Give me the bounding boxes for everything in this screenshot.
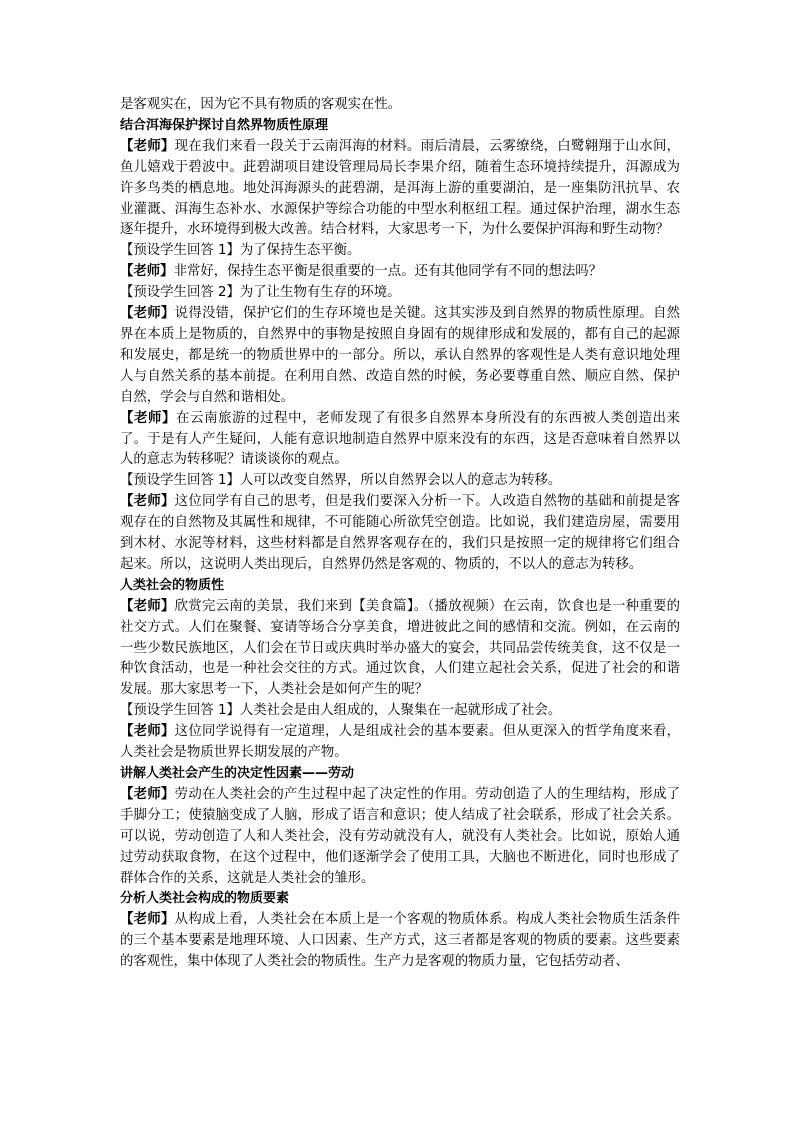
- speaker-label: 【预设学生回答 2】: [120, 285, 240, 301]
- speaker-label: 【预设学生回答 1】: [120, 703, 240, 719]
- speaker-label: 【老师】: [120, 306, 175, 322]
- dialogue-text: 在云南旅游的过程中，老师发现了有很多自然界本身所没有的东西被人类创造出来了。于是有人产生疑问，人能有意识地制造自然界中原来没有的东西，这是否意味着自然界以人的意志为转移呢？请谈谈你的观点。: [120, 410, 680, 468]
- dialogue-student: [120, 283, 680, 304]
- speaker-label: 【老师】: [120, 138, 175, 154]
- dialogue-text: 这位同学说得有一定道理，人是组成社会的基本要素。但从更深入的哲学角度来看，人类社会是物质世界长期发展的产物。: [120, 724, 681, 761]
- dialogue-teacher: [120, 409, 680, 472]
- section-heading-labor: 讲解人类社会产生的决定性因素——劳动: [120, 766, 355, 781]
- speaker-label: 【老师】: [120, 786, 175, 802]
- dialogue-text: 说得没错，保护它们的生存环境也是关键。这其实涉及到自然界的物质性原理。自然界在本质上是物质的，自然界中的事物是按照自身固有的规律形成和发展的，都有自己的起源和发展史，都是统一的物质世界中的一部分。所以，承认自然界的客观性是人类有意识地处理人与自然关系的基本前提。在利用自然、改造自然的时候，务必要尊重自然、顺应自然、保护自然，学会与自然和谐相处。: [120, 306, 681, 405]
- speaker-label: 【老师】: [120, 912, 175, 928]
- paragraph-text: 是客观实在，因为它不具有物质的客观实在性。: [120, 97, 402, 112]
- paragraph-intro: [120, 95, 680, 116]
- speaker-label: 【老师】: [120, 598, 175, 614]
- dialogue-text: 这位同学有自己的思考，但是我们要深入分析一下。人改造自然物的基础和前提是客观存在的自然物及其属性和规律，不可能随心所欲凭空创造。比如说，我们建造房屋，需要用到木材、水泥等材料，这些材料都是自然界客观存在的，我们只是按照一定的规律将它们组合起来。所以，这说明人类出现后，自然界仍然是客观的、物质的，不以人的意志为转移。: [120, 494, 681, 572]
- dialogue-teacher: [120, 137, 680, 242]
- dialogue-teacher: [120, 492, 680, 576]
- dialogue-student: [120, 471, 680, 492]
- dialogue-text: 为了保持生态平衡。: [239, 243, 361, 259]
- dialogue-student: [120, 701, 680, 722]
- dialogue-text: 现在我们来看一段关于云南洱海的材料。雨后清晨，云雾缭绕，白鹭翱翔于山水间，鱼儿嬉戏于碧波中。茈碧湖项目建设管理局局长李果介绍，随着生态环境持续提升，洱源成为许多鸟类的栖息地。地处洱海源头的茈碧湖，是洱海上游的重要湖泊，是一座集防汛抗旱、农业灌溉、洱海生态补水、水源保护等综合功能的中型水利枢纽工程。通过保护治理，湖水生态逐年提升，水环境得到极大改善。结合材料，大家思考一下，为什么要保护洱海和野生动物？: [120, 138, 681, 238]
- section-heading-material-elements: 分析人类社会构成的物质要素: [120, 891, 290, 907]
- speaker-label: 【预设学生回答 1】: [120, 473, 240, 489]
- dialogue-text: 欣赏完云南的美景，我们来到【美食篇】。（播放视频）在云南，饮食也是一种重要的社交方式。人们在聚餐、宴请等场合分享美食，增进彼此之间的感情和交流。例如，在云南的一些少数民族地区，人们会在节日或庆典时举办盛大的宴会，共同品尝传统美食，这不仅是一种饮食活动，也是一种社会交往的方式。通过饮食，人们建立起社会关系，促进了社会的和谐发展。那大家思考一下，人类社会是如何产生的呢？: [120, 598, 680, 698]
- speaker-label: 【老师】: [120, 494, 175, 510]
- dialogue-text: 人类社会是由人组成的，人聚集在一起就形成了社会。: [239, 703, 562, 719]
- dialogue-teacher: [120, 722, 680, 764]
- dialogue-student: [120, 241, 680, 262]
- dialogue-teacher: [120, 597, 680, 702]
- section-heading-erhai: 结合洱海保护探讨自然界物质性原理: [120, 117, 329, 133]
- dialogue-teacher: [120, 262, 680, 283]
- speaker-label: 【老师】: [120, 264, 174, 280]
- dialogue-text: 为了让生物有生存的环境。: [239, 285, 401, 301]
- dialogue-text: 从构成上看，人类社会在本质上是一个客观的物质体系。构成人类社会物质生活条件的三个基本要素是地理环境、人口因素、生产方式，这三者都是客观的物质的要素。这些要素的客观性，集中体现了人类社会的物质性。生产力是客观的物质力量，它包括劳动者、: [120, 912, 681, 970]
- dialogue-text: 人可以改变自然界，所以自然界会以人的意志为转移。: [239, 473, 562, 489]
- dialogue-teacher: [120, 785, 680, 890]
- dialogue-text: 劳动在人类社会的产生过程中起了决定性的作用。劳动创造了人的生理结构，形成了手脚分工；使猿脑变成了人脑，形成了语言和意识；使人结成了社会联系，形成了社会关系。可以说，劳动创造了人和人类社会，没有劳动就没有人，就没有人类社会。比如说，原始人通过劳动获取食物，在这个过程中，他们逐渐学会了使用工具，大脑也不断进化，同时也形成了群体合作的关系，这就是人类社会的雏形。: [120, 786, 681, 886]
- document-page: [120, 95, 680, 973]
- speaker-label: 【老师】: [120, 410, 177, 426]
- dialogue-text: 非常好，保持生态平衡是很重要的一点。还有其他同学有不同的想法吗？: [173, 264, 603, 280]
- section-heading-society: 人类社会的物质性: [120, 577, 225, 593]
- speaker-label: 【老师】: [120, 724, 175, 740]
- dialogue-teacher: [120, 910, 680, 973]
- dialogue-teacher: [120, 304, 680, 409]
- speaker-label: 【预设学生回答 1】: [120, 243, 240, 259]
